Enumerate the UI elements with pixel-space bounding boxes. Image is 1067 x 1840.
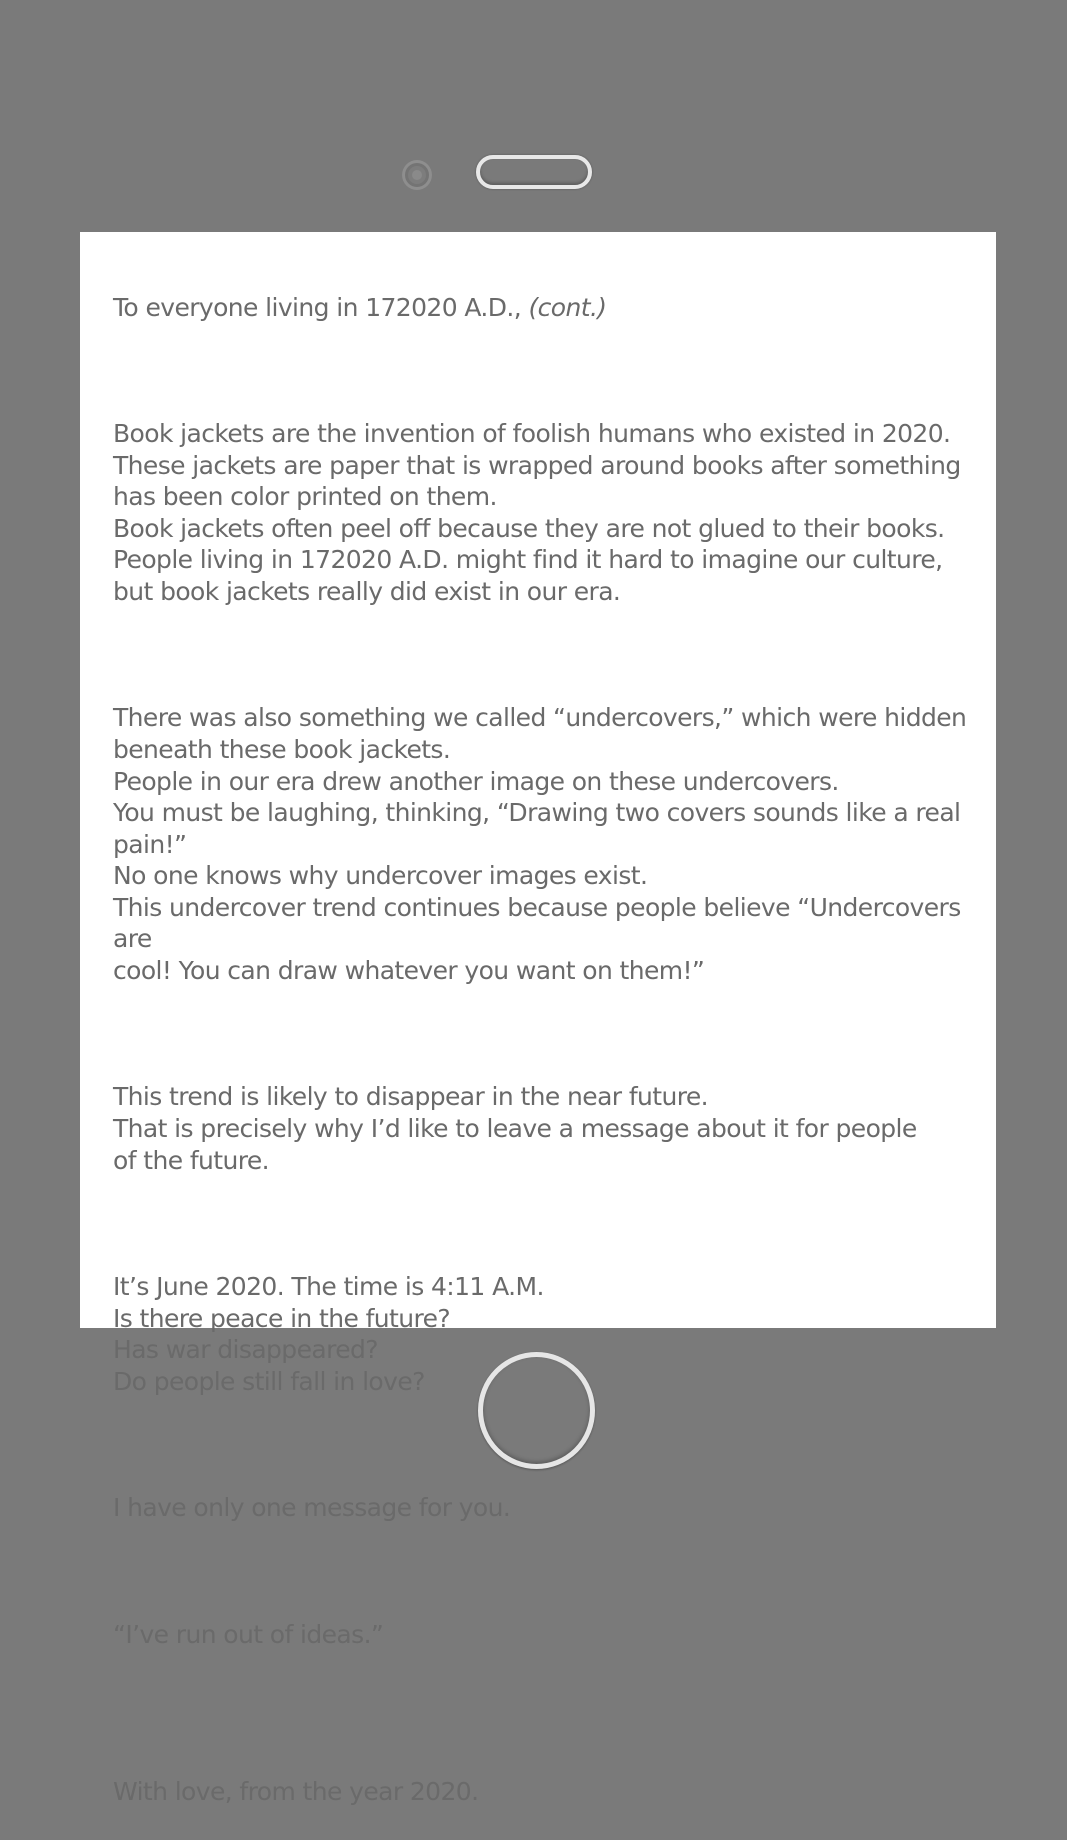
home-button[interactable] [478,1352,595,1469]
paragraph-3: This trend is likely to disappear in the near future. That is precisely why I’d like to leave a message about it for people of the future. [113,1082,917,1175]
letter [113,260,986,1840]
paragraph-2: There was also something we called “undercovers,” which were hidden beneath these book jackets. People in our era drew another image on these undercovers. You must be laughing, thinking, “Drawing two covers sounds like a real pain!” No one knows why undercover images exist. This undercover trend continues because people believe “Undercovers are cool! You can draw whatever you want on them!” [113,703,967,986]
greeting: To everyone living in 172020 A.D., [113,292,522,322]
phone-screen [80,232,996,1807]
paragraph-1: Book jackets are the invention of foolish humans who existed in 2020. These jackets are paper that is wrapped around books after something has been color printed on them. Book jackets often peel off because they are not glued to their books. People living in 172020 A.D. might find it hard to imagine our culture, but book jackets really did exist in our era. [113,418,961,606]
paragraph-5: I have only one message for you. [113,1493,511,1523]
speaker-icon [476,155,592,189]
paragraph-4: It’s June 2020. The time is 4:11 A.M. Is there peace in the future? Has war disappeared? Do people still fall in love? [113,1272,544,1396]
greeting-line [113,292,986,324]
paragraph-6: “I’ve run out of ideas.” [113,1619,384,1649]
signoff: With love, from the year 2020. [113,1777,479,1807]
camera-icon [402,160,432,190]
greeting-cont: (cont.) [528,292,607,322]
